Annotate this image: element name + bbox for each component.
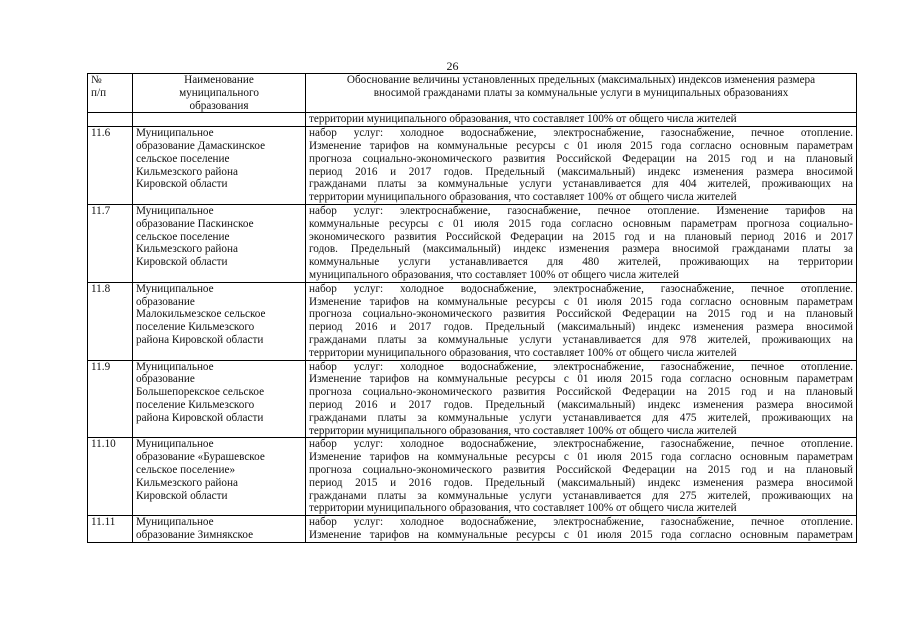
municipality-name (133, 360, 306, 438)
justification-line: период 2016 и 2017 годов. Предельный (максимальный) индекс изменения размера вносимой (309, 321, 853, 334)
justification-line: набор услуг: холодное водоснабжение, электроснабжение, газоснабжение, печное отопление. (309, 282, 853, 295)
justification-line: набор услуг: холодное водоснабжение, электроснабжение, газоснабжение, печное отопление. (309, 516, 853, 529)
municipality-name-line: Муниципальное (136, 127, 214, 140)
table-row (88, 516, 857, 543)
row-number: 11.9 (88, 360, 133, 438)
justification-line: экономического развития Российской Федерации на 2015 год и на плановый период 2016 и 2017 (309, 230, 853, 243)
table-header-row (88, 74, 857, 113)
municipality-name-line: образование (136, 373, 195, 386)
municipality-name (133, 282, 306, 360)
row-number: 11.7 (88, 204, 133, 282)
municipality-name-line: района Кировской области (136, 333, 264, 346)
justification-line: прогноза социально-экономического развития Российской Федерации на 2015 год и на плановый (309, 463, 853, 476)
justification-line: коммунальные услуги устанавливается для 480 жителей, проживающих на территории (309, 256, 853, 269)
justification-line: прогноза социально-экономического развития Российской Федерации на 2015 год и на плановый (309, 152, 853, 165)
row-number: 11.8 (88, 282, 133, 360)
municipality-name (133, 438, 306, 516)
header-description (306, 74, 857, 113)
table-row (88, 438, 857, 516)
justification-line: гражданами платы за коммунальные услуги устанавливается для 275 жителей, проживающих на (309, 489, 853, 502)
municipality-name-line: Кировской области (136, 256, 228, 269)
municipality-name-line: Муниципальное (136, 438, 214, 451)
rate-justification (306, 516, 857, 543)
municipality-name-line: Кильмезского района (136, 243, 238, 256)
table-row (88, 127, 857, 205)
continuation-name-cell (133, 113, 306, 127)
municipality-name-line: Кильмезского района (136, 476, 238, 489)
municipality-name-line: сельское поселение (136, 152, 230, 165)
justification-line: Изменение тарифов на коммунальные ресурсы с 01 июля 2015 года согласно основным параметрам (309, 451, 853, 464)
justification-line: набор услуг: холодное водоснабжение, электроснабжение, газоснабжение, печное отопление. (309, 127, 853, 140)
rate-justification (306, 204, 857, 282)
municipality-name-line: Малокильмезское сельское (136, 308, 266, 321)
justification-line: прогноза социально-экономического развития Российской Федерации на 2015 год и на плановый (309, 308, 853, 321)
rate-justification (306, 360, 857, 438)
justification-line: период 2016 и 2017 годов. Предельный (максимальный) индекс изменения размера вносимой (309, 165, 853, 178)
municipality-name-line: Кильмезского района (136, 165, 238, 178)
justification-line: гражданами платы за коммунальные услуги устанавливается для 404 жителей, проживающих на (309, 178, 853, 191)
justification-line: гражданами платы за коммунальные услуги устанавливается для 978 жителей, проживающих на (309, 333, 853, 346)
municipality-name-line: образование Дамаскинское (136, 139, 266, 152)
header-name-line: муниципального (179, 86, 259, 99)
municipality-name-line: Муниципальное (136, 282, 214, 295)
continuation-num-cell (88, 113, 133, 127)
rate-justification (306, 438, 857, 516)
table-row (88, 282, 857, 360)
municipality-name-line: Кировской области (136, 178, 228, 191)
municipality-name-line: Большепорекское сельское (136, 386, 265, 399)
justification-line: период 2016 и 2017 годов. Предельный (максимальный) индекс изменения размера вносимой (309, 398, 853, 411)
header-name-line: Наименование (184, 74, 254, 86)
municipality-name (133, 204, 306, 282)
justification-line: муниципального образования, что составляет 100% от общего числа жителей (309, 268, 679, 281)
justification-line: Изменение тарифов на коммунальные ресурсы с 01 июля 2015 года согласно основным параметрам (309, 139, 853, 152)
header-name-line: образования (189, 99, 249, 112)
justification-line: период 2015 и 2016 годов. Предельный (максимальный) индекс изменения размера вносимой (309, 476, 853, 489)
justification-line: гражданами платы за коммунальные услуги устанавливается для 475 жителей, проживающих на (309, 411, 853, 424)
municipality-name-line: образование «Бурашевское (136, 451, 265, 464)
justification-line: территории муниципального образования, что составляет 100% от общего числа жителей (309, 424, 737, 437)
justification-line: территории муниципального образования, что составляет 100% от общего числа жителей (309, 346, 737, 359)
municipality-name-line: образование Зимнякское (136, 528, 254, 541)
rates-table (87, 73, 857, 543)
row-number: 11.11 (88, 516, 133, 543)
justification-line: Изменение тарифов на коммунальные ресурсы с 01 июля 2015 года согласно основным параметрам (309, 373, 853, 386)
header-name (133, 74, 306, 113)
municipality-name-line: поселение Кильмезского (136, 321, 255, 334)
municipality-name-line: поселение Кильмезского (136, 398, 255, 411)
justification-line: набор услуг: электроснабжение, газоснабжение, печное отопление. Изменение тарифов на (309, 204, 853, 217)
justification-line: коммунальные ресурсы с 01 июля 2015 года согласно основным параметрам прогноза социально- (309, 217, 853, 230)
justification-line: территории муниципального образования, что составляет 100% от общего числа жителей (309, 502, 737, 515)
justification-line: набор услуг: холодное водоснабжение, электроснабжение, газоснабжение, печное отопление. (309, 360, 853, 373)
table-row (88, 204, 857, 282)
header-description-line: Обоснование величины установленных предельных (максимальных) индексов изменения размера (346, 74, 816, 86)
justification-line: Изменение тарифов на коммунальные ресурсы с 01 июля 2015 года согласно основным параметрам (309, 528, 853, 541)
rate-justification (306, 127, 857, 205)
justification-line: годов. Предельный (максимальный) индекс изменения размера вносимой гражданами платы за (309, 243, 853, 256)
header-number-line: п/п (91, 86, 107, 99)
municipality-name-line: сельское поселение (136, 230, 230, 243)
continuation-text: территории муниципального образования, что составляет 100% от общего числа жителей (306, 113, 857, 127)
municipality-name (133, 127, 306, 205)
justification-line: прогноза социально-экономического развития Российской Федерации на 2015 год и на плановый (309, 386, 853, 399)
municipality-name-line: района Кировской области (136, 411, 264, 424)
municipality-name-line: образование Паскинское (136, 217, 254, 230)
justification-line: Изменение тарифов на коммунальные ресурсы с 01 июля 2015 года согласно основным параметрам (309, 295, 853, 308)
table-row (88, 360, 857, 438)
municipality-name-line: Муниципальное (136, 516, 214, 529)
municipality-name-line: образование (136, 295, 195, 308)
row-number: 11.6 (88, 127, 133, 205)
rate-justification (306, 282, 857, 360)
municipality-name (133, 516, 306, 543)
page-number: 26 (446, 59, 459, 73)
municipality-name-line: Муниципальное (136, 204, 214, 217)
header-number-line: № (91, 74, 102, 86)
justification-line: набор услуг: холодное водоснабжение, электроснабжение, газоснабжение, печное отопление. (309, 438, 853, 451)
justification-line: территории муниципального образования, что составляет 100% от общего числа жителей (309, 191, 737, 204)
row-number: 11.10 (88, 438, 133, 516)
municipality-name-line: сельское поселение» (136, 463, 236, 476)
municipality-name-line: Муниципальное (136, 360, 214, 373)
header-description-line: вносимой гражданами платы за коммунальные услуги в муниципальных образованиях (373, 86, 789, 99)
header-number (88, 74, 133, 113)
continuation-row (88, 113, 857, 127)
municipality-name-line: Кировской области (136, 489, 228, 502)
